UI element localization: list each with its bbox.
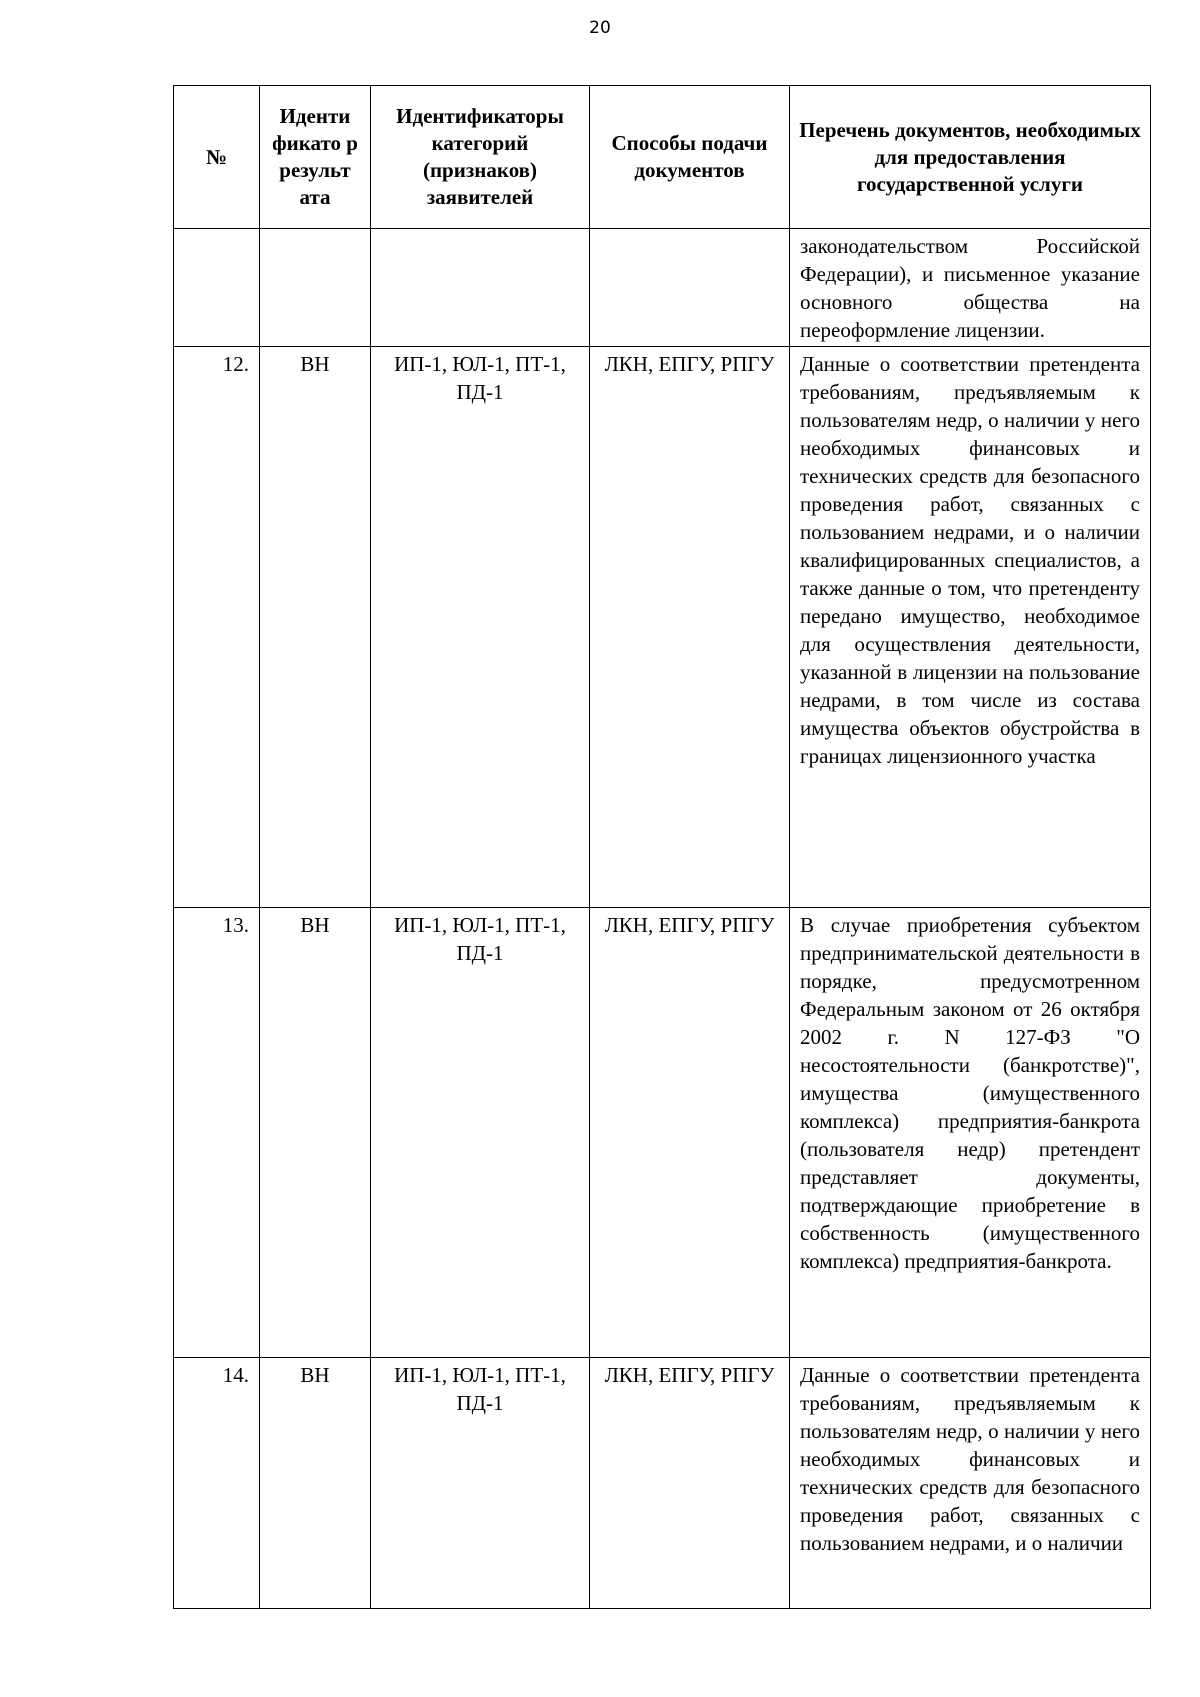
header-methods: Способы подачи документов <box>590 86 790 229</box>
header-result-id: Иденти фикато р результ ата <box>260 86 371 229</box>
cell-category-ids: ИП-1, ЮЛ-1, ПТ-1, ПД-1 <box>371 347 590 908</box>
cell-num: 12. <box>174 347 260 908</box>
cell-result-id: ВН <box>260 908 371 1358</box>
cell-methods: ЛКН, ЕПГУ, РПГУ <box>590 347 790 908</box>
cell-documents: законодательством Российской Федерации), и письменное указание основного общества на переоформление лицензии. <box>790 229 1151 347</box>
table-row <box>174 1358 1151 1609</box>
cell-documents: Данные о соответствии претендента требованиям, предъявляемым к пользователям недр, о наличии у него необходимых финансовых и технических средств для безопасного проведения работ, связанных с пользованием недрами, и о наличии <box>790 1358 1151 1609</box>
cell-category-ids: ИП-1, ЮЛ-1, ПТ-1, ПД-1 <box>371 1358 590 1609</box>
table-row <box>174 908 1151 1358</box>
page-number: 20 <box>589 18 611 38</box>
cell-num: 14. <box>174 1358 260 1609</box>
cell-methods: ЛКН, ЕПГУ, РПГУ <box>590 908 790 1358</box>
cell-category-ids: ИП-1, ЮЛ-1, ПТ-1, ПД-1 <box>371 908 590 1358</box>
table-row <box>174 347 1151 908</box>
cell-methods <box>590 229 790 347</box>
cell-result-id <box>260 229 371 347</box>
header-category-ids: Идентификаторы категорий (признаков) заявителей <box>371 86 590 229</box>
cell-category-ids <box>371 229 590 347</box>
cell-result-id: ВН <box>260 1358 371 1609</box>
table-row <box>174 229 1151 347</box>
documents-table <box>173 85 1151 1609</box>
cell-documents: В случае приобретения субъектом предпринимательской деятельности в порядке, предусмотренном Федеральным законом от 26 октября 2002 г. N 127-ФЗ "О несостоятельности (банкротстве)", имущества (имущественного комплекса) предприятия-банкрота (пользователя недр) претендент представляет документы, подтверждающие приобретение в собственность (имущественного комплекса) предприятия-банкрота. <box>790 908 1151 1358</box>
cell-documents: Данные о соответствии претендента требованиям, предъявляемым к пользователям недр, о наличии у него необходимых финансовых и технических средств для безопасного проведения работ, связанных с пользованием недрами, и о наличии квалифицированных специалистов, а также данные о том, что претенденту передано имущество, необходимое для осуществления деятельности, указанной в лицензии на пользование недрами, в том числе из состава имущества объектов обустройства в границах лицензионного участка <box>790 347 1151 908</box>
cell-result-id: ВН <box>260 347 371 908</box>
cell-num <box>174 229 260 347</box>
table-header-row <box>174 86 1151 229</box>
header-documents: Перечень документов, необходимых для предоставления государственной услуги <box>790 86 1151 229</box>
cell-num: 13. <box>174 908 260 1358</box>
cell-methods: ЛКН, ЕПГУ, РПГУ <box>590 1358 790 1609</box>
header-num: № <box>174 86 260 229</box>
